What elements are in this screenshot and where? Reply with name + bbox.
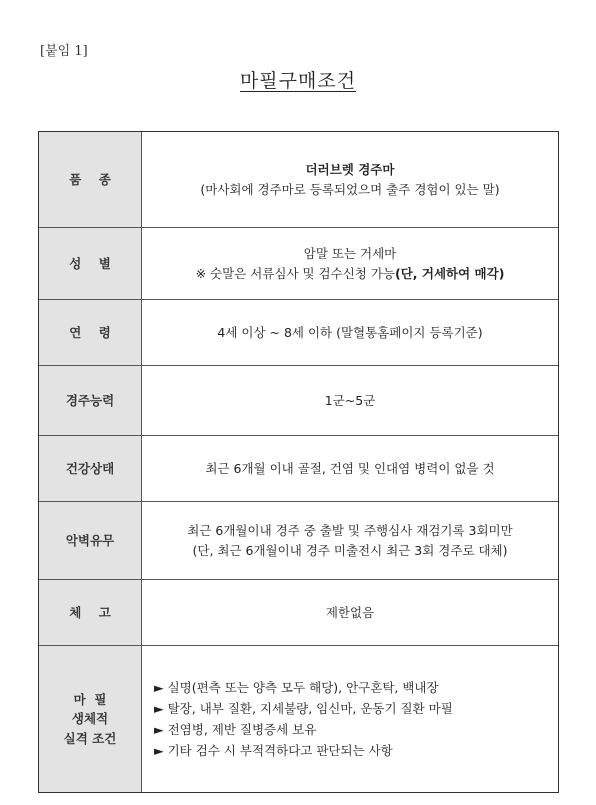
label-line: 마 필	[73, 691, 107, 707]
row-value	[142, 646, 558, 792]
row-value	[142, 436, 558, 501]
row-value	[142, 366, 558, 435]
table-row-race-ability	[39, 366, 558, 436]
row-label: 체 고	[39, 580, 142, 645]
bullet-icon: ►	[154, 700, 164, 716]
row-label: 악벽유무	[39, 502, 142, 579]
table-row-disqualification	[39, 646, 558, 792]
row-value	[142, 300, 558, 365]
bullet-icon: ►	[154, 743, 164, 759]
value-line: 최근 6개월 이내 골절, 건염 및 인대염 병력이 없을 것	[205, 460, 495, 476]
value-note: ※ 숫말은 서류심사 및 검수신청 가능(단, 거세하여 매각)	[195, 265, 505, 281]
table-row-bad-habits	[39, 502, 558, 580]
label-line: 실격 조건	[63, 730, 117, 746]
value-line: 제한없음	[325, 604, 375, 620]
row-label: 건강상태	[39, 436, 142, 501]
row-label: 연 령	[39, 300, 142, 365]
row-value	[142, 580, 558, 645]
value-line: 1군~5군	[324, 392, 376, 408]
list-item: ► 실명(편측 또는 양측 모두 해당), 안구혼탁, 백내장	[154, 679, 439, 695]
table-row-breed	[39, 132, 558, 228]
value-line: (단, 최근 6개월이내 경주 미출전시 최근 3회 경주로 대체)	[192, 542, 508, 558]
value-line: 암말 또는 거세마	[303, 245, 397, 261]
row-label	[39, 646, 142, 792]
table-row-sex	[39, 228, 558, 300]
row-value	[142, 132, 558, 227]
table-row-age	[39, 300, 558, 366]
row-label: 성 별	[39, 228, 142, 299]
attachment-label: [붙임 1]	[40, 44, 88, 59]
row-value	[142, 228, 558, 299]
row-label: 품 종	[39, 132, 142, 227]
list-item: ► 전염병, 제반 질병증세 보유	[154, 722, 317, 737]
bullet-icon: ►	[154, 679, 164, 695]
list-item: ► 탈장, 내부 질환, 지세불량, 임신마, 운동기 질환 마필	[154, 700, 453, 716]
row-label: 경주능력	[39, 366, 142, 435]
list-item: ► 기타 검수 시 부적격하다고 판단되는 사항	[154, 743, 393, 759]
value-line: 4세 이상 ~ 8세 이하 (말혈통홈페이지 등록기준)	[217, 324, 483, 340]
value-line: (마사회에 경주마로 등록되었으며 출주 경험이 있는 말)	[200, 181, 500, 197]
row-value	[142, 502, 558, 579]
purchase-conditions-table	[38, 131, 559, 793]
value-line: 최근 6개월이내 경주 중 출발 및 주행심사 재검기록 3회미만	[187, 522, 513, 538]
table-row-health	[39, 436, 558, 502]
table-row-height	[39, 580, 558, 646]
page-title: 마필구매조건	[239, 70, 357, 92]
value-line: 더러브렛 경주마	[305, 161, 395, 177]
bullet-icon: ►	[154, 722, 164, 737]
label-line: 생체적	[71, 711, 109, 727]
